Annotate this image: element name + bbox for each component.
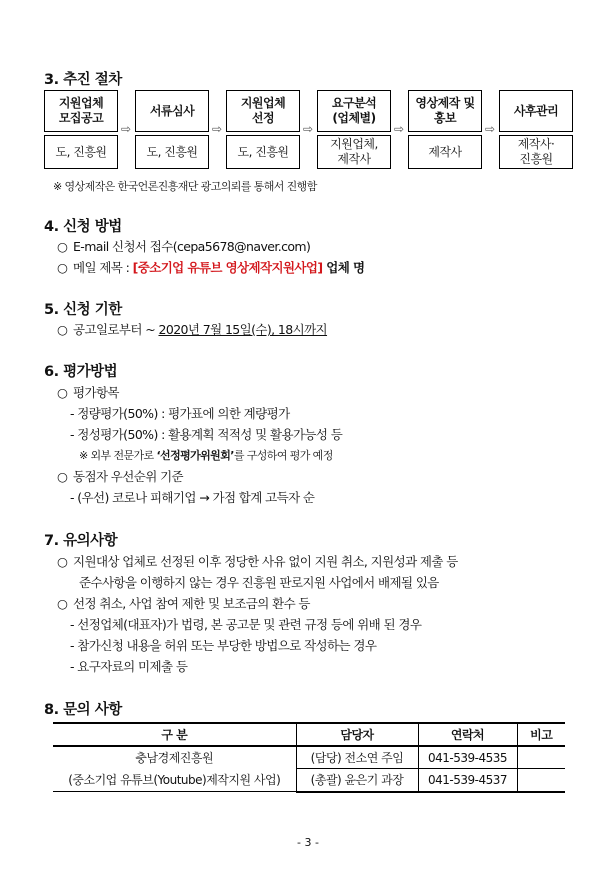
subject-prefix: 메일 제목 : bbox=[73, 260, 133, 275]
evaluation-quantitative: - 정량평가(50%) : 평가표에 의한 계량평가 bbox=[70, 406, 290, 421]
section-title-inquiry: 8. 문의 사항 bbox=[44, 702, 122, 718]
arrow-icon: ⇨ bbox=[121, 122, 132, 136]
contact-table bbox=[53, 722, 565, 793]
flow-step-name: 지원업체 모집공고 bbox=[44, 90, 118, 132]
circle-bullet-icon: ○ bbox=[57, 554, 68, 569]
application-email-line bbox=[57, 237, 310, 255]
subject-highlight: [중소기업 유튜브 영상제작지원사업] bbox=[132, 260, 323, 275]
flow-step-name: 서류심사 bbox=[135, 90, 209, 132]
flow-step-name: 요구분석 (업체별) bbox=[317, 90, 391, 132]
contact-note bbox=[517, 746, 565, 769]
circle-bullet-icon: ○ bbox=[57, 322, 68, 337]
arrow-icon: ⇨ bbox=[212, 122, 223, 136]
flow-step-owner: 지원업체, 제작사 bbox=[317, 135, 391, 169]
notes-item-2 bbox=[57, 594, 310, 612]
flow-step bbox=[226, 90, 300, 169]
tie-break-rule: - (우선) 코로나 피해기업 → 가점 합계 고득자 순 bbox=[70, 490, 315, 505]
flow-step bbox=[408, 90, 482, 169]
section-title-notes: 7. 유의사항 bbox=[44, 533, 118, 549]
contact-person: (담당) 전소연 주임 bbox=[296, 746, 418, 769]
notes-sub-1: - 선정업체(대표자)가 법령, 본 공고문 및 관련 규정 등에 위배 된 경우 bbox=[70, 617, 422, 632]
evaluation-note-committee: ‘선정평가위원회’ bbox=[156, 449, 234, 462]
deadline-line bbox=[57, 320, 327, 338]
circle-bullet-icon: ○ bbox=[57, 239, 68, 254]
flow-step-name: 사후관리 bbox=[499, 90, 573, 132]
circle-bullet-icon: ○ bbox=[57, 260, 68, 275]
flow-step-owner: 제작사· 진흥원 bbox=[499, 135, 573, 169]
notes-item-1-text: 지원대상 업체로 선정된 이후 정당한 사유 없이 지원 취소, 지원성과 제출 등 bbox=[73, 554, 458, 569]
evaluation-note-prefix: ※ 외부 전문가로 bbox=[79, 449, 157, 462]
circle-bullet-icon: ○ bbox=[57, 385, 68, 400]
notes-sub-3: - 요구자료의 미제출 등 bbox=[70, 659, 188, 674]
page-number: - 3 - bbox=[297, 836, 319, 849]
procedure-flow bbox=[44, 90, 574, 170]
circle-bullet-icon: ○ bbox=[57, 596, 68, 611]
flow-step-name: 지원업체 선정 bbox=[226, 90, 300, 132]
section-title-deadline: 5. 신청 기한 bbox=[44, 302, 122, 318]
header-category: 구 분 bbox=[53, 723, 296, 746]
flow-step-owner: 도, 진흥원 bbox=[135, 135, 209, 169]
flow-step-owner: 도, 진흥원 bbox=[44, 135, 118, 169]
evaluation-item-text: 평가항목 bbox=[73, 385, 119, 400]
notes-item-2-text: 선정 취소, 사업 참여 제한 및 보조금의 환수 등 bbox=[73, 596, 310, 611]
notes-item-1-cont: 준수사항을 이행하지 않는 경우 진흥원 판로지원 사업에서 배제될 있음 bbox=[79, 575, 439, 590]
application-email-text: E-mail 신청서 접수(cepa5678@naver.com) bbox=[73, 239, 311, 254]
tie-break-item bbox=[57, 467, 183, 485]
table-row bbox=[53, 746, 565, 769]
organization-program: (중소기업 유튜브(Youtube)제작지원 사업) bbox=[68, 773, 281, 787]
contact-person: (총괄) 윤은기 과장 bbox=[296, 769, 418, 792]
evaluation-qualitative: - 정성평가(50%) : 활용계획 적적성 및 활용가능성 등 bbox=[70, 427, 343, 442]
section-title-procedure: 3. 추진 절차 bbox=[44, 72, 122, 88]
organization-name: 충남경제진흥원 bbox=[135, 751, 214, 765]
flow-step bbox=[499, 90, 573, 169]
notes-item-1 bbox=[57, 552, 458, 570]
arrow-icon: ⇨ bbox=[485, 122, 496, 136]
contact-phone: 041-539-4535 bbox=[418, 746, 517, 769]
evaluation-note bbox=[79, 447, 333, 463]
section-title-application: 4. 신청 방법 bbox=[44, 219, 122, 235]
contact-note bbox=[517, 769, 565, 792]
evaluation-note-suffix: 를 구성하여 평가 예정 bbox=[233, 449, 333, 462]
table-header-row bbox=[53, 723, 565, 746]
deadline-date: 2020년 7월 15일(수), 18시까지 bbox=[158, 322, 328, 337]
contact-phone: 041-539-4537 bbox=[418, 769, 517, 792]
flow-step bbox=[317, 90, 391, 169]
deadline-prefix: 공고일로부터 ~ bbox=[73, 322, 159, 337]
circle-bullet-icon: ○ bbox=[57, 469, 68, 484]
header-note: 비고 bbox=[517, 723, 565, 746]
tie-break-text: 동점자 우선순위 기준 bbox=[73, 469, 184, 484]
flow-step-owner: 도, 진흥원 bbox=[226, 135, 300, 169]
arrow-icon: ⇨ bbox=[303, 122, 314, 136]
flow-step-name: 영상제작 및 홍보 bbox=[408, 90, 482, 132]
flow-step bbox=[135, 90, 209, 169]
subject-suffix: 업체 명 bbox=[322, 260, 365, 275]
section-title-evaluation: 6. 평가방법 bbox=[44, 364, 118, 380]
organization-cell bbox=[53, 746, 296, 792]
header-phone: 연락처 bbox=[418, 723, 517, 746]
notes-sub-2: - 참가신청 내용을 허위 또는 부당한 방법으로 작성하는 경우 bbox=[70, 638, 377, 653]
procedure-note: ※ 영상제작은 한국언론진흥재단 광고의뢰를 통해서 진행함 bbox=[53, 180, 317, 193]
application-subject-line bbox=[57, 258, 364, 276]
flow-step-owner: 제작사 bbox=[408, 135, 482, 169]
evaluation-item bbox=[57, 383, 119, 401]
header-contact: 담당자 bbox=[296, 723, 418, 746]
arrow-icon: ⇨ bbox=[394, 122, 405, 136]
flow-step bbox=[44, 90, 118, 169]
